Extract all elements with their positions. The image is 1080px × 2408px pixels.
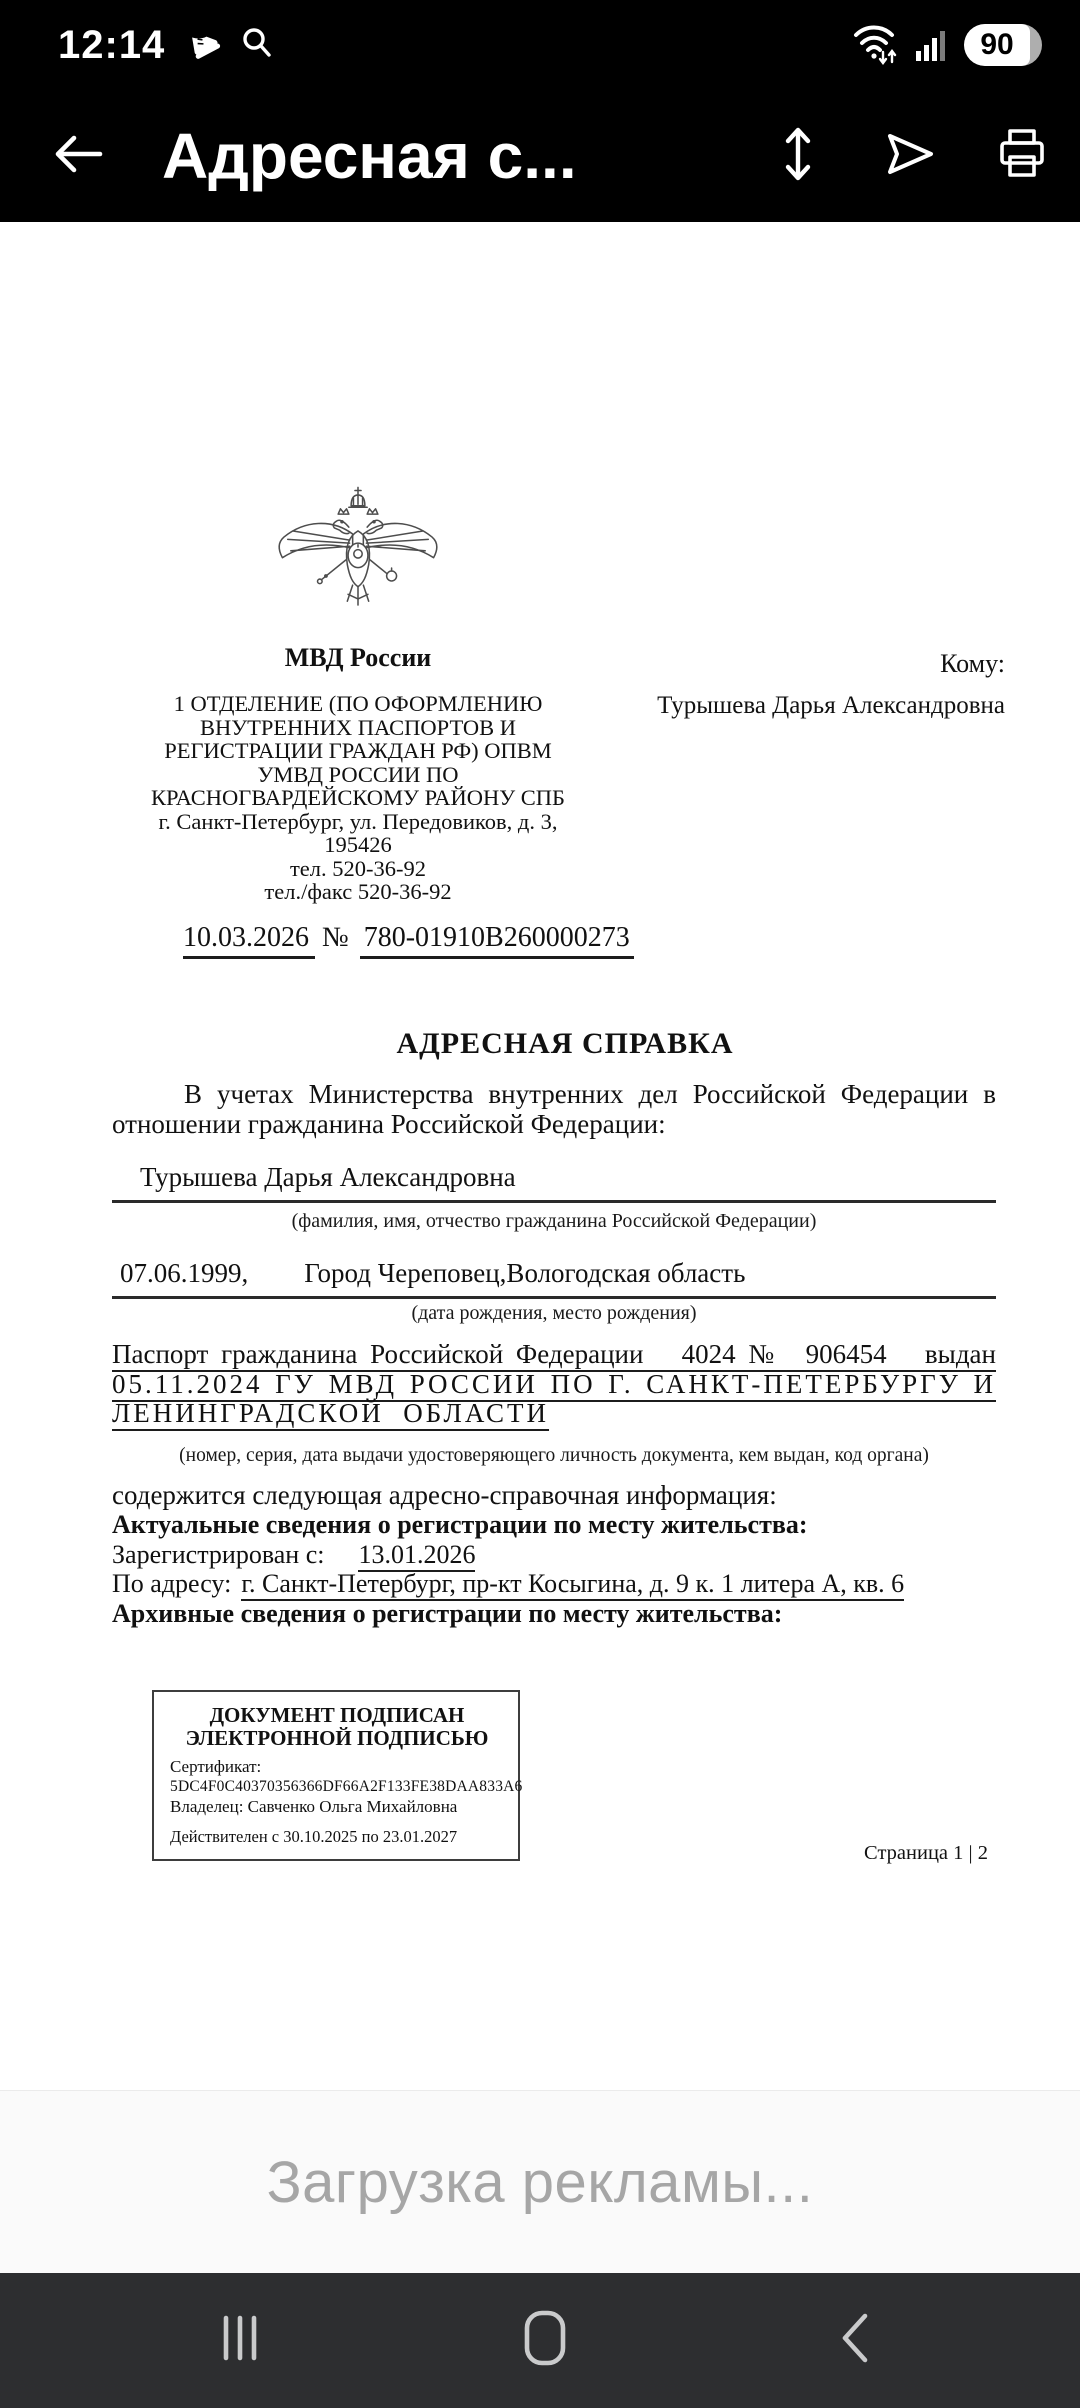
registered-since-line: Зарегистрирован с: 13.01.2026 (112, 1540, 996, 1570)
battery-percent: 90 (980, 28, 1014, 61)
recipient-name: Турышева Дарья Александровна (657, 692, 1005, 719)
birth-caption: (дата рождения, место рождения) (411, 1302, 697, 1324)
document-number: 780-01910В260000273 (360, 922, 634, 959)
swap-vertical-icon (773, 125, 823, 188)
certificate-validity: Действителен с 30.10.2025 по 23.01.2027 (170, 1827, 458, 1846)
citizen-name-field: Турышева Дарья Александровна (112, 1162, 996, 1203)
birth-date: 07.06.1999, (120, 1258, 249, 1288)
wifi-icon (850, 19, 902, 72)
battery-indicator (964, 24, 1042, 66)
home-icon (521, 2309, 569, 2372)
clock: 12:14 (58, 22, 166, 67)
intro-paragraph: В учетах Министерства внутренних дел Российской Федерации в отношении гражданина Российской Федерации: (112, 1079, 996, 1139)
to-label: Кому: (940, 649, 1005, 678)
address-line: По адресу: г. Санкт-Петербург, пр-кт Косыгина, д. 9 к. 1 литера А, кв. 6 (112, 1569, 996, 1599)
birth-field (112, 1258, 996, 1299)
info-line: содержится следующая адресно-справочная информация: (112, 1480, 777, 1510)
pdf-viewport[interactable] (0, 222, 1080, 2090)
recents-button[interactable] (160, 2273, 320, 2408)
scroll-direction-button[interactable] (768, 126, 828, 186)
registration-address: г. Санкт-Петербург, пр-кт Косыгина, д. 9 к. 1 литера А, кв. 6 (241, 1569, 904, 1601)
share-button[interactable] (880, 126, 940, 186)
reference-line (183, 922, 634, 959)
back-chevron-icon (835, 2310, 875, 2371)
print-button[interactable] (992, 126, 1052, 186)
certificate-label: Сертификат: (170, 1757, 262, 1776)
nav-back-button[interactable] (775, 2273, 935, 2408)
birth-place: Город Череповец,Вологодская область (304, 1258, 746, 1288)
registration-block (112, 1510, 996, 1628)
send-icon (883, 129, 937, 184)
document-title: Адресная с... (162, 120, 577, 192)
signal-strength-icon (914, 21, 952, 70)
mvd-emblem (274, 485, 442, 643)
digital-signature-stamp: ДОКУМЕНТ ПОДПИСАН ЭЛЕКТРОННОЙ ПОДПИСЬЮ Сертификат: 5DC4F0C40370356366DF66A2F133FE38DAA833A6 Владелец: Савченко Ольга Михайловна Действителен с 30.10.2025 по 23.01.2027 (152, 1690, 520, 1861)
name-caption: (фамилия, имя, отчество гражданина Российской Федерации) (291, 1210, 817, 1232)
agency-title: МВД России (284, 643, 432, 672)
recents-icon (212, 2312, 268, 2369)
document-heading: АДРЕСНАЯ СПРАВКА (396, 1027, 734, 1060)
printer-icon (996, 126, 1048, 187)
passport-paragraph: Паспорт гражданина Российской Федерации 4024 № 906454 выдан 05.11.2024 ГУ МВД РОССИИ ПО Г. САНКТ-ПЕТЕРБУРГУ И ЛЕНИНГРАДСКОЙ ОБЛАСТИ (112, 1339, 996, 1428)
ad-loading-text: Загрузка рекламы... (266, 2149, 814, 2215)
app-toolbar (0, 90, 1080, 222)
home-button[interactable] (465, 2273, 625, 2408)
number-sign: № (322, 922, 349, 953)
certificate-value: 5DC4F0C40370356366DF66A2F133FE38DAA833A6 (170, 1778, 523, 1795)
passport-caption: (номер, серия, дата выдачи удостоверяющего личность документа, кем выдан, код органа) (179, 1445, 929, 1466)
ad-placeholder (0, 2090, 1080, 2273)
document-date: 10.03.2026 (183, 922, 315, 959)
archive-registration-header: Архивные сведения о регистрации по месту жительства: (112, 1598, 783, 1628)
current-registration-header: Актуальные сведения о регистрации по месту жительства: (112, 1510, 808, 1539)
certificate-owner: Владелец: Савченко Ольга Михайловна (170, 1797, 458, 1816)
status-bar (0, 0, 1080, 90)
registration-date: 13.01.2026 (358, 1540, 475, 1572)
pdf-page (0, 222, 1080, 2090)
back-arrow-icon (50, 130, 106, 183)
back-button[interactable] (46, 124, 110, 188)
shoe-notification-icon (183, 23, 223, 68)
department-block: 1 ОТДЕЛЕНИЕ (ПО ОФОРМЛЕНИЮ ВНУТРЕННИХ ПАСПОРТОВ И РЕГИСТРАЦИИ ГРАЖДАН РФ) ОПВМ УМВД РОССИИ ПО КРАСНОГВАРДЕЙСКОМУ РАЙОНУ СПБ г. Санкт-Петербург, ул. Передовиков, д. 3, 195426 тел. 520-36-92 тел./факс 520-36-92 (151, 691, 565, 904)
page-indicator: Страница 1 | 2 (864, 1842, 988, 1864)
navigation-bar (0, 2273, 1080, 2408)
search-icon (237, 23, 277, 68)
